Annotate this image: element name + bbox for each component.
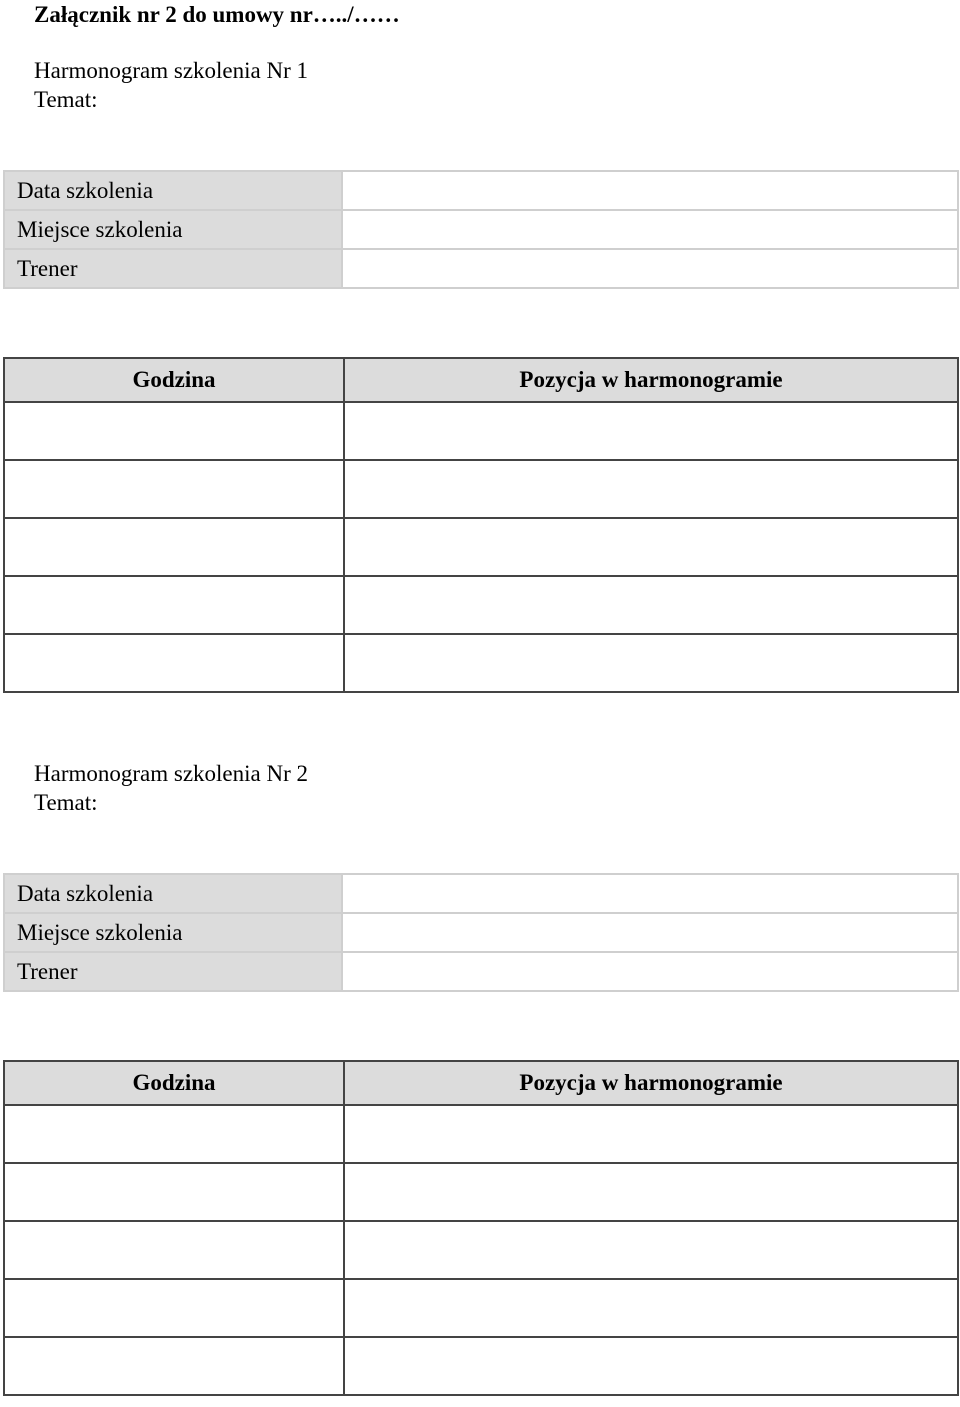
- cell-hour[interactable]: [4, 576, 344, 634]
- info-label-date: Data szkolenia: [4, 874, 342, 913]
- cell-position[interactable]: [344, 1279, 958, 1337]
- info-value-date[interactable]: [342, 874, 958, 913]
- table-row: [4, 518, 958, 576]
- schedule-title: Harmonogram szkolenia Nr 1: [34, 58, 309, 83]
- timetable-header-row: [4, 1061, 958, 1105]
- schedule-topic-label: Temat:: [34, 87, 98, 112]
- table-row: [4, 1105, 958, 1163]
- training-info-table: [3, 170, 959, 289]
- timetable: [3, 1060, 959, 1396]
- cell-position[interactable]: [344, 1105, 958, 1163]
- column-header-position: Pozycja w harmonogramie: [344, 358, 958, 402]
- table-row: [4, 402, 958, 460]
- info-row-date: [4, 874, 958, 913]
- cell-hour[interactable]: [4, 1105, 344, 1163]
- info-value-trainer[interactable]: [342, 249, 958, 288]
- cell-hour[interactable]: [4, 460, 344, 518]
- table-row: [4, 1163, 958, 1221]
- info-label-place: Miejsce szkolenia: [4, 913, 342, 952]
- info-label-date: Data szkolenia: [4, 171, 342, 210]
- cell-position[interactable]: [344, 1221, 958, 1279]
- cell-position[interactable]: [344, 460, 958, 518]
- cell-hour[interactable]: [4, 1221, 344, 1279]
- cell-position[interactable]: [344, 634, 958, 692]
- timetable: [3, 357, 959, 693]
- column-header-position: Pozycja w harmonogramie: [344, 1061, 958, 1105]
- table-row: [4, 1221, 958, 1279]
- info-row-place: [4, 210, 958, 249]
- info-value-date[interactable]: [342, 171, 958, 210]
- info-value-trainer[interactable]: [342, 952, 958, 991]
- info-value-place[interactable]: [342, 210, 958, 249]
- column-header-hour: Godzina: [4, 1061, 344, 1105]
- info-row-trainer: [4, 952, 958, 991]
- cell-hour[interactable]: [4, 1337, 344, 1395]
- info-row-date: [4, 171, 958, 210]
- schedule-2: [0, 703, 960, 1407]
- info-label-trainer: Trener: [4, 952, 342, 991]
- cell-position[interactable]: [344, 576, 958, 634]
- info-row-trainer: [4, 249, 958, 288]
- cell-hour[interactable]: [4, 634, 344, 692]
- table-row: [4, 634, 958, 692]
- cell-position[interactable]: [344, 402, 958, 460]
- info-label-trainer: Trener: [4, 249, 342, 288]
- table-row: [4, 576, 958, 634]
- cell-hour[interactable]: [4, 1279, 344, 1337]
- cell-position[interactable]: [344, 518, 958, 576]
- attachment-title: Załącznik nr 2 do umowy nr…../……: [34, 2, 400, 27]
- table-row: [4, 1279, 958, 1337]
- training-info-table: [3, 873, 959, 992]
- timetable-header-row: [4, 358, 958, 402]
- cell-hour[interactable]: [4, 402, 344, 460]
- cell-position[interactable]: [344, 1163, 958, 1221]
- schedule-topic-label: Temat:: [34, 790, 98, 815]
- table-row: [4, 460, 958, 518]
- table-row: [4, 1337, 958, 1395]
- info-label-place: Miejsce szkolenia: [4, 210, 342, 249]
- cell-hour[interactable]: [4, 1163, 344, 1221]
- cell-position[interactable]: [344, 1337, 958, 1395]
- cell-hour[interactable]: [4, 518, 344, 576]
- info-row-place: [4, 913, 958, 952]
- info-value-place[interactable]: [342, 913, 958, 952]
- schedule-title: Harmonogram szkolenia Nr 2: [34, 761, 309, 786]
- column-header-hour: Godzina: [4, 358, 344, 402]
